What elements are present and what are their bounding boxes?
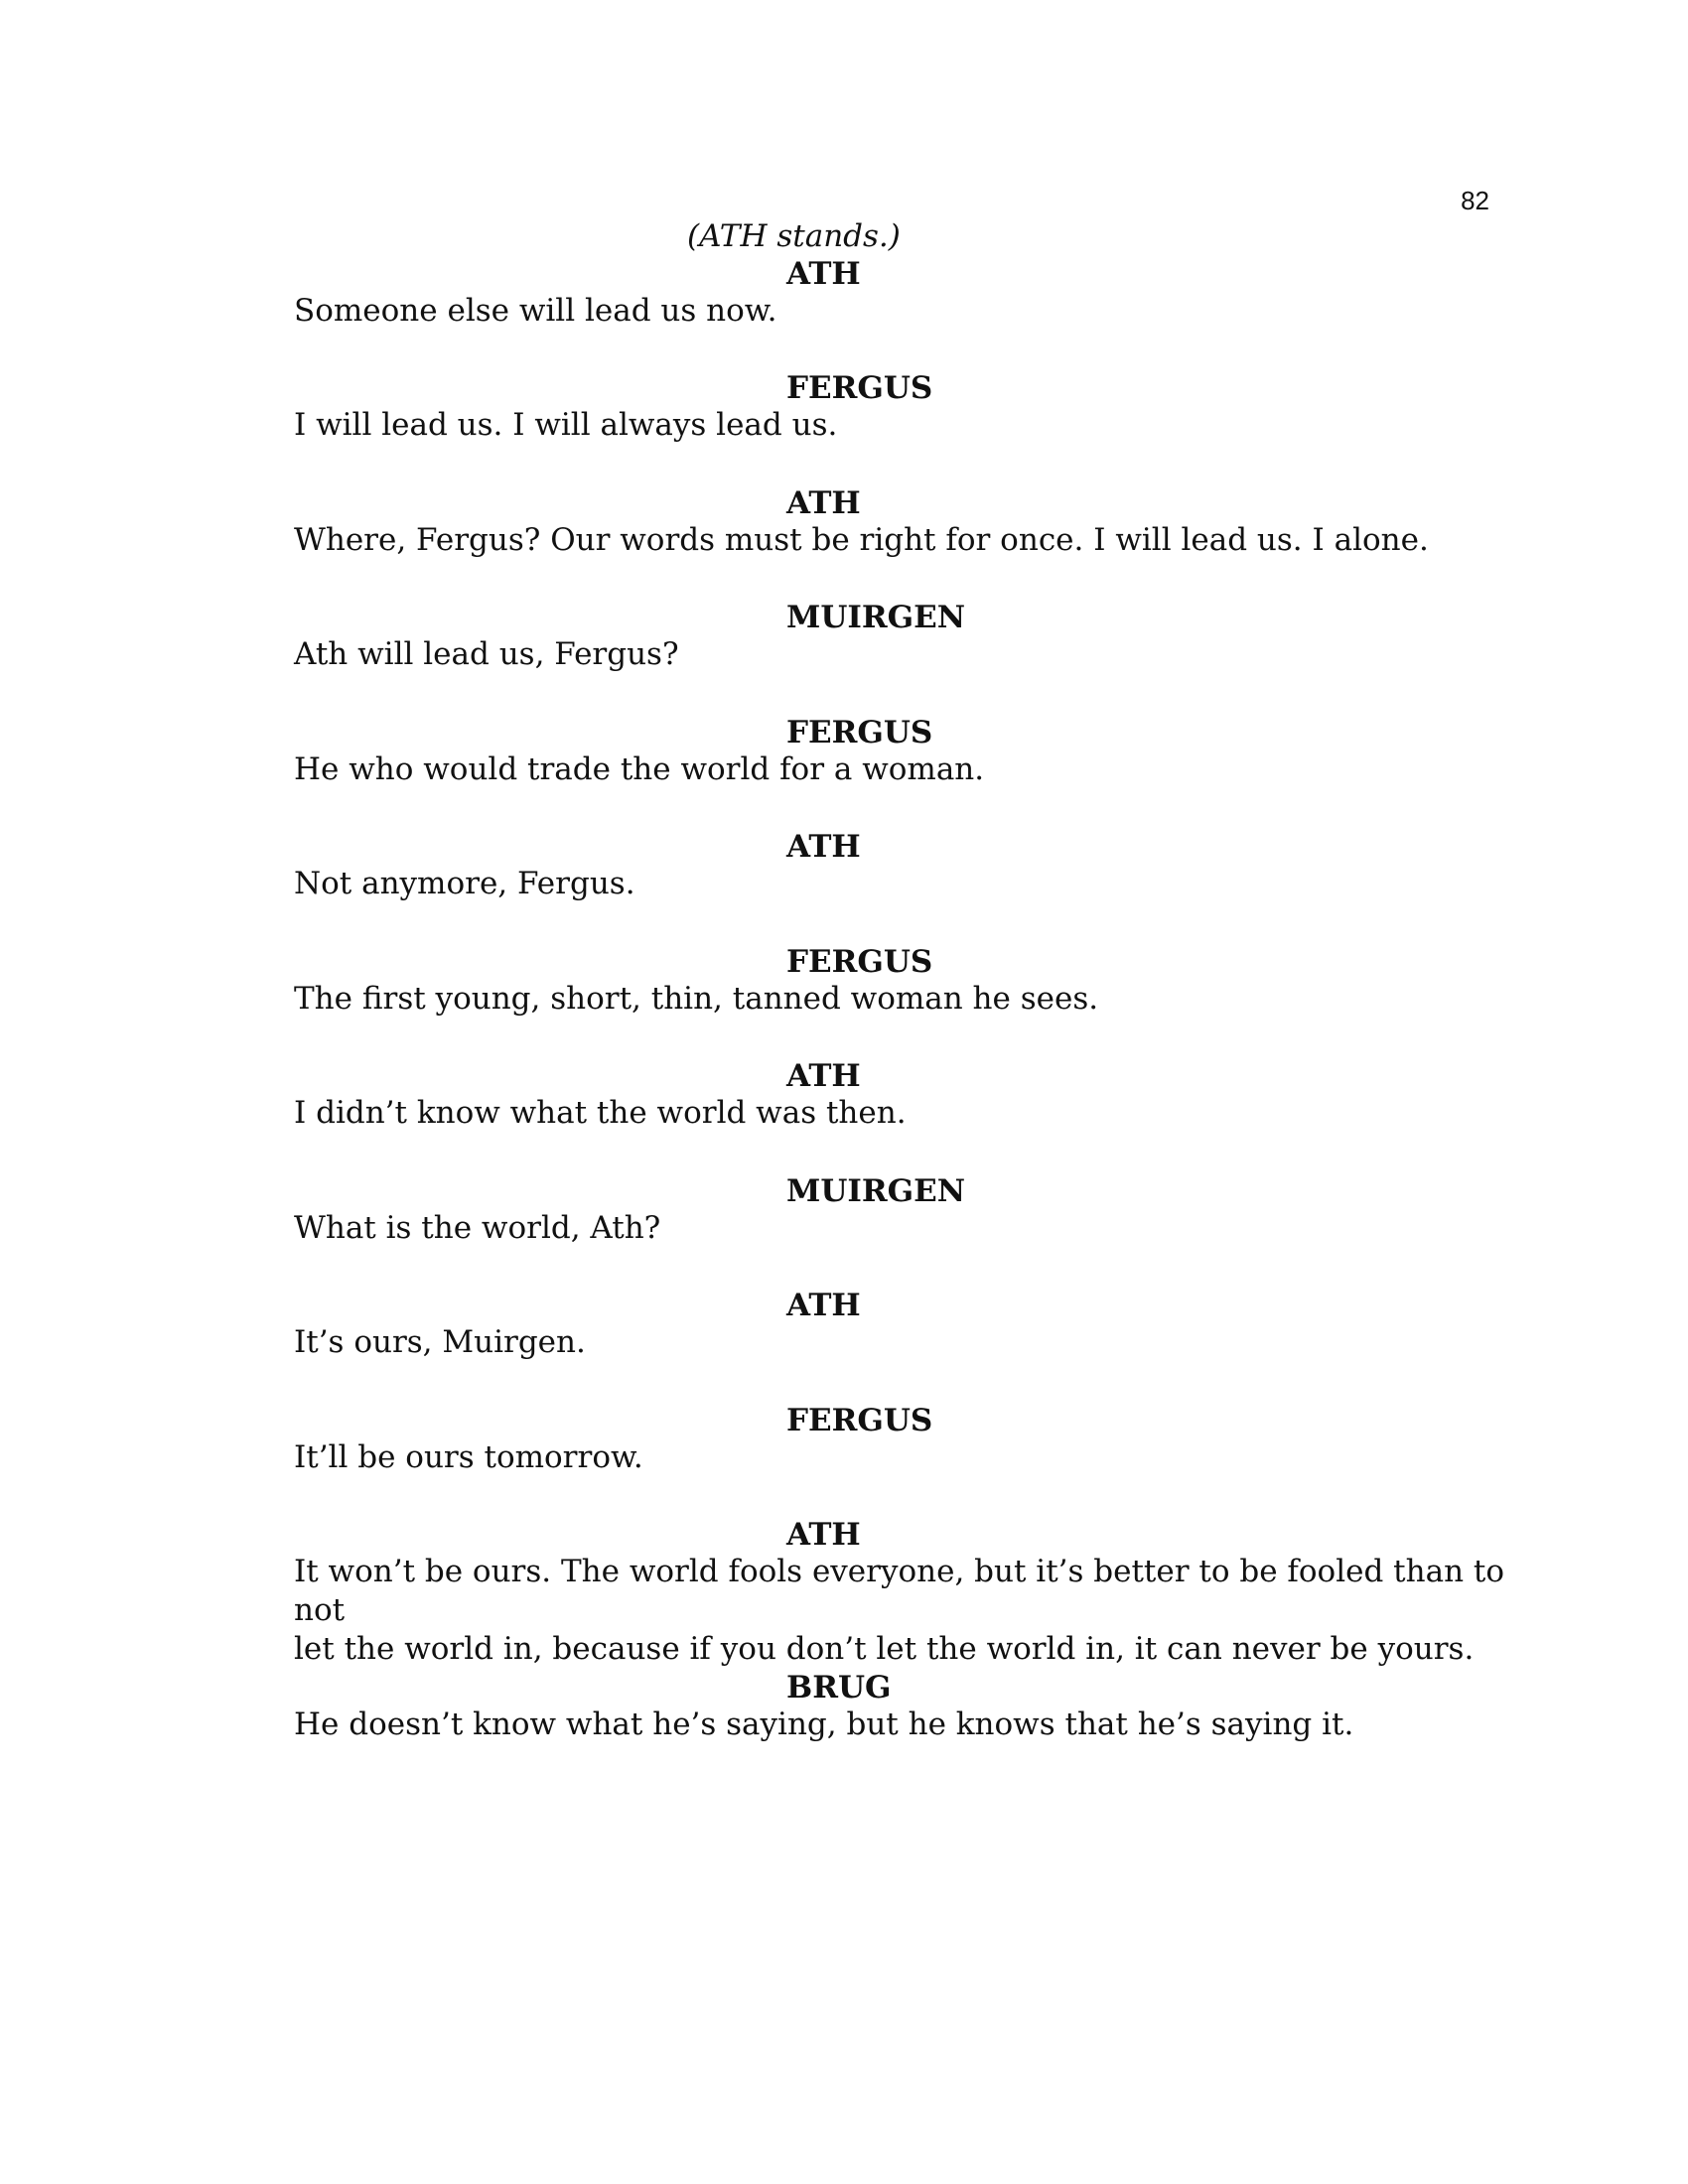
speaker-name: ATH bbox=[786, 1058, 861, 1094]
dialogue-line: I didn’t know what the world was then. bbox=[294, 1095, 907, 1131]
dialogue-line: The first young, short, thin, tanned woman he sees. bbox=[294, 981, 1099, 1017]
dialogue-line: Where, Fergus? Our words must be right for once. I will lead us. I alone. bbox=[294, 522, 1429, 558]
page-number: 82 bbox=[1461, 186, 1489, 215]
speaker-name: MUIRGEN bbox=[786, 1173, 966, 1209]
dialogue-line: I will lead us. I will always lead us. bbox=[294, 407, 838, 443]
speaker-name: FERGUS bbox=[786, 1403, 933, 1438]
dialogue-line: It’s ours, Muirgen. bbox=[294, 1324, 586, 1360]
speaker-name: MUIRGEN bbox=[786, 600, 966, 635]
dialogue-line: Not anymore, Fergus. bbox=[294, 866, 635, 901]
dialogue-line: He who would trade the world for a woman. bbox=[294, 751, 985, 787]
speaker-name: FERGUS bbox=[786, 715, 933, 751]
speaker-name: FERGUS bbox=[786, 370, 933, 406]
dialogue-line: It’ll be ours tomorrow. bbox=[294, 1439, 643, 1475]
dialogue-line: Someone else will lead us now. bbox=[294, 293, 777, 329]
speaker-name: BRUG bbox=[786, 1670, 892, 1706]
dialogue-line: He doesn’t know what he’s saying, but he knows that he’s saying it. bbox=[294, 1706, 1354, 1742]
dialogue-line: Ath will lead us, Fergus? bbox=[294, 636, 679, 672]
dialogue-line: What is the world, Ath? bbox=[294, 1210, 661, 1246]
dialogue-line: It won’t be ours. The world fools everyone, but it’s better to be fooled than to not let the world in, because if you don’t let the world in, it can never be yours. bbox=[294, 1554, 1505, 1667]
speaker-name: ATH bbox=[786, 256, 861, 292]
speaker-name: FERGUS bbox=[786, 944, 933, 980]
speaker-name: ATH bbox=[786, 1517, 861, 1553]
speaker-name: ATH bbox=[786, 829, 861, 865]
stage-direction: (ATH stands.) bbox=[687, 218, 901, 254]
speaker-name: ATH bbox=[786, 1288, 861, 1323]
speaker-name: ATH bbox=[786, 485, 861, 521]
